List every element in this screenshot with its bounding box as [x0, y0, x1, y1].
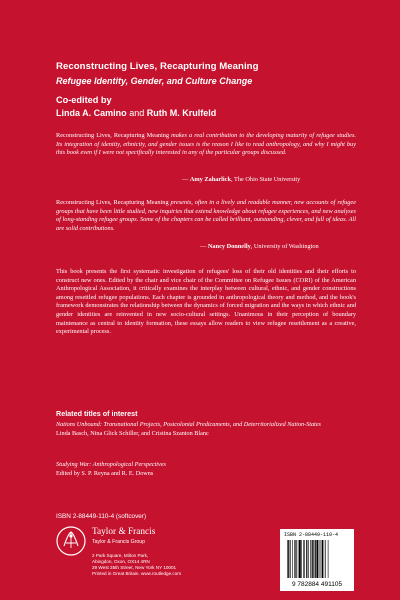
book-title: Reconstructing Lives, Recapturing Meaning [56, 61, 259, 72]
related-authors: Linda Basch, Nina Glick Schiller, and Cristina Szanton Blanc [56, 429, 209, 437]
barcode-bar [325, 540, 326, 578]
coedited-label: Co-edited by [56, 95, 112, 105]
barcode-bar [315, 540, 316, 578]
endorsement-attribution: — Nancy Donnelly, University of Washington [200, 243, 319, 250]
related-title-item [56, 421, 356, 438]
editor-name: Linda A. Camino [56, 108, 127, 118]
barcode-bar [321, 540, 322, 578]
barcode-bar [313, 540, 314, 578]
related-authors: Edited by S. P. Reyna and R. E. Downs [56, 469, 154, 477]
editor-name: Ruth M. Krulfeld [146, 108, 217, 118]
barcode-bar [294, 540, 295, 578]
barcode-bar [319, 540, 320, 578]
barcode-bar [299, 540, 301, 578]
barcode-bar [301, 540, 302, 578]
endorsement-text: makes a real contribution to the developing maturity of refugee studies. Its integration of identity, ethnicity, and gender issues is the reason I like to read anthropology, and why I might buy this book even if I were not specifically interested in any of the particular groups discussed. [56, 132, 356, 157]
endorsement-attribution: — Amy Zaharlick, The Ohio State University [182, 176, 301, 183]
barcode-bar [304, 540, 305, 578]
barcode-bar [290, 540, 291, 578]
book-description: This book presents the first systematic investigation of refugees' loss of their old identities and their efforts to construct new ones. Edited by the chair and vice chair of the Committee on Refugee Issues (CORI) of the American Anthropological Association, it critically examines the interplay between cultural, ethnic, and gender constructions among resettled refugee populations. Each chapter is grounded in anthropological theory and method, and the book's framework demonstrates the relationship between the dynamics of forced migration and the ways in which ethnic and gender identities are reinvented in new socio-cultural settings. Unanimous in their perception of boundary maintenance as central to identity formation, these essays allow readers to view refugee resettlement as a creative, experimental process. [56, 268, 356, 336]
publisher-address: 2 Park Square, Milton Park, Abingdon, Oxon, OX14 4RN 29 West 35th Street, New York NY 10001 Printed in Great Britain. www.routledge.com [92, 553, 182, 576]
related-title: Studying War: Anthropological Perspectives [56, 461, 166, 468]
barcode-bar [312, 540, 313, 578]
endorser-affiliation: , The Ohio State University [230, 176, 301, 183]
barcode-isbn: ISBN 2-88449-110-4 [284, 532, 339, 538]
barcode-bar [287, 540, 288, 578]
related-title-item [56, 461, 356, 478]
isbn-line: ISBN 2-88449-110-4 (softcover) [56, 513, 147, 520]
endorser-name: Amy Zaharlick [189, 176, 231, 183]
related-title: Nations Unbound: Transnational Projects, Postcolonial Predicaments, and Deterritorialized Nation-States [56, 421, 321, 428]
barcode-bar [322, 540, 323, 578]
editor-conjunction: and [129, 108, 145, 118]
barcode-bar [306, 540, 307, 578]
book-subtitle: Refugee Identity, Gender, and Culture Change [56, 76, 253, 86]
barcode-bar [310, 540, 311, 578]
endorser-name: Nancy Donnelly [207, 243, 251, 250]
endorsement-1 [56, 132, 356, 158]
barcode-bar [288, 540, 289, 578]
barcode-bar [292, 540, 293, 578]
publisher-name: Taylor & Francis [92, 527, 156, 537]
editors [56, 108, 216, 118]
publisher-group: Taylor & Francis Group [92, 539, 146, 545]
barcode-bar [324, 540, 325, 578]
endorsement-2 [56, 199, 356, 233]
barcode-bars [284, 539, 350, 589]
barcode-bar [316, 540, 318, 578]
endorsement-title-ref: Reconstructing Lives, Recapturing Meaning [56, 199, 169, 206]
barcode [280, 529, 354, 591]
barcode-bar [303, 540, 304, 578]
related-titles-heading: Related titles of interest [56, 409, 138, 418]
endorser-affiliation: , University of Washington [250, 243, 319, 250]
barcode-bar [295, 540, 296, 578]
barcode-bar [298, 540, 299, 578]
publisher-logo-icon [56, 526, 86, 556]
barcode-number: 9 782884 491105 [291, 581, 343, 588]
barcode-bar [308, 540, 309, 578]
endorsement-text: presents, often in a lively and readable manner, new accounts of refugee groups that have been little studied, new inquiries that extend knowledge about refugee experiences, and new analyses of long-standing refugee groups. Some of the chapters can be called brilliant, outstanding, clever, and full of ideas. All are solid contributions. [56, 199, 356, 232]
barcode-bar [328, 540, 329, 578]
endorsement-title-ref: Reconstructing Lives, Recapturing Meaning [56, 132, 170, 139]
